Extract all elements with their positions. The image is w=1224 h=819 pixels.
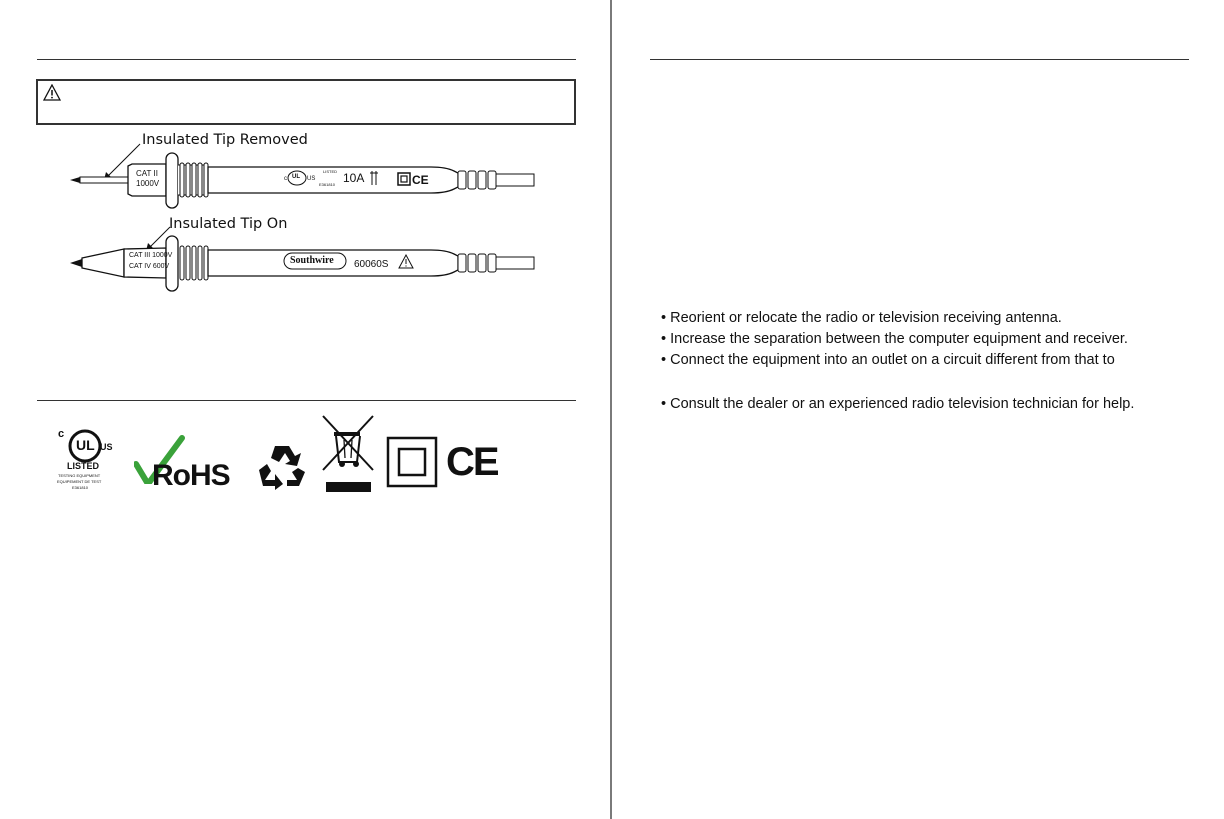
ul-logo-c: c	[58, 428, 65, 440]
bullet-item-4: • Consult the dealer or an experienced radio television technician for help.	[661, 396, 1135, 412]
ce-mark-small: CE	[412, 173, 429, 187]
ul-logo-small-2: EQUIPEMENT DE TEST	[57, 479, 102, 484]
probe-tip-removed	[66, 150, 536, 212]
probe-current-rating: 10A	[343, 171, 365, 185]
bullet-item-2: • Increase the separation between the computer equipment and receiver.	[661, 331, 1128, 347]
southwire-brand-logo: Southwire	[290, 255, 334, 266]
probe-tip-on	[66, 233, 536, 295]
ul-c-mark: c	[284, 176, 287, 182]
ul-logo-us: US	[100, 442, 113, 452]
recycle-icon	[255, 442, 309, 492]
rohs-text: RoHS	[152, 459, 230, 492]
ul-listed-small: LISTED	[323, 169, 338, 174]
certification-logos	[50, 412, 520, 497]
bullet-item-1: • Reorient or relocate the radio or television receiving antenna.	[661, 310, 1062, 326]
ul-mark: UL	[292, 174, 300, 180]
ul-us-mark: US	[307, 176, 316, 182]
ce-logo: CE	[446, 440, 498, 484]
probe-removed-rating-2: 1000V	[136, 179, 160, 188]
section-rule	[37, 400, 576, 401]
right-top-rule	[650, 59, 1189, 60]
ul-logo-mark: UL	[76, 437, 95, 453]
ul-listed-logo	[50, 426, 120, 496]
probe-removed-caption: Insulated Tip Removed	[142, 132, 308, 148]
warning-box	[36, 79, 576, 125]
bullet-item-3: • Connect the equipment into an outlet on a circuit different from that to	[661, 352, 1115, 368]
ul-number-small: E361810	[319, 182, 336, 187]
ul-logo-listed: LISTED	[67, 461, 100, 471]
rohs-logo	[134, 434, 244, 494]
probe-model-number: 60060S	[354, 259, 389, 270]
probe-on-rating-1: CAT III 1000V	[129, 252, 173, 259]
left-page	[0, 0, 611, 819]
ul-logo-small-3: E361810	[72, 485, 89, 490]
weee-bin-icon	[320, 414, 376, 494]
double-insulation-icon	[386, 436, 438, 488]
probe-on-caption: Insulated Tip On	[169, 216, 288, 232]
ul-logo-small-1: TESTING EQUIPMENT	[58, 473, 101, 478]
probe-on-rating-2: CAT IV 600V	[129, 263, 170, 270]
probe-removed-rating-1: CAT II	[136, 169, 158, 178]
top-rule	[37, 59, 576, 60]
warning-triangle-icon	[43, 84, 61, 101]
